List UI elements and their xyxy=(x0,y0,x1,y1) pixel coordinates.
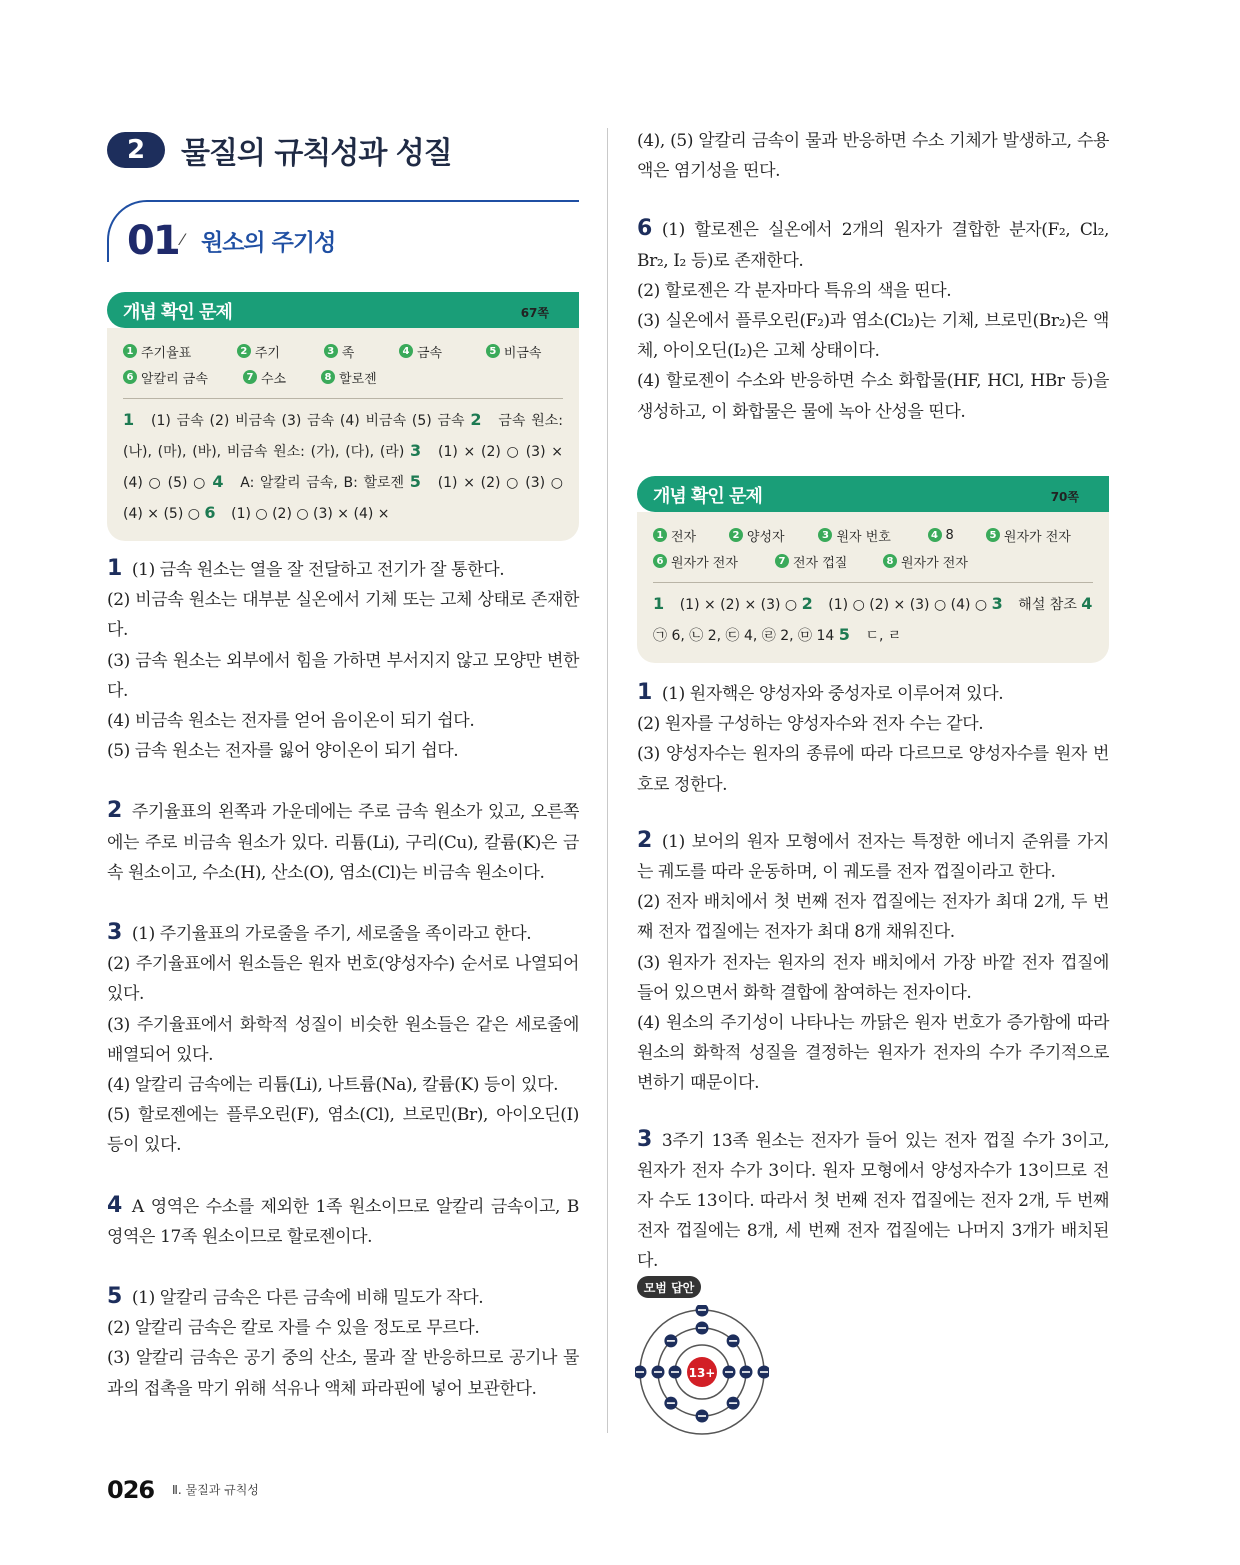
explanation-block xyxy=(107,1191,579,1252)
question-number: 5 xyxy=(107,1284,122,1310)
explanation-line xyxy=(637,214,1109,275)
explanation-line xyxy=(107,1100,579,1160)
explanation-line xyxy=(107,1343,579,1403)
answer-text: (1) ○ (2) ○ (3) × (4) × xyxy=(231,506,390,522)
keyword-item xyxy=(321,368,421,387)
question-number: 3 xyxy=(637,1126,652,1152)
explanation-block xyxy=(637,1125,1109,1277)
answer-text: (1) × (2) ○ (3) × (4) ○ (5) ○ xyxy=(123,444,563,491)
keyword-row-1 xyxy=(653,522,1093,548)
electron-minus-sign xyxy=(698,1309,706,1311)
keyword-text: 주기 xyxy=(254,345,280,361)
explanation-line xyxy=(107,736,579,766)
explanation-line xyxy=(107,646,579,706)
footer-unit-title: Ⅱ. 물질과 규칙성 xyxy=(172,1483,259,1497)
explanation-text: (2) 주기율표에서 원소들은 원자 번호(양성자수) 순서로 나열되어 있다. xyxy=(107,954,579,1005)
explanation-text: (3) 금속 원소는 외부에서 힘을 가하면 부서지지 않고 모양만 변한다. xyxy=(107,650,579,701)
explanation-line xyxy=(107,1010,579,1070)
explanation-text: 3주기 13족 원소는 전자가 들어 있는 전자 껍질 수가 3이고, 원자가 전자 수가 3이다. 원자 모형에서 양성자수가 13이므로 전자 수도 13이다. 따라서 첫 번째 전자 껍질에는 전자 2개, 두 번째 전자 껍질에는 8개, 세 번째 전자 껍질에는 나머지 3개가 배치된다. xyxy=(637,1130,1109,1272)
answer-text: 금속 원소: (나), (마), (바), 비금속 원소: (가), (다), (라) xyxy=(123,413,564,460)
electron-minus-sign xyxy=(654,1371,662,1373)
answer-number: 2 xyxy=(470,410,489,429)
keyword-item xyxy=(818,526,927,545)
explanation-text: (1) 알칼리 금속은 다른 금속에 비해 밀도가 작다. xyxy=(131,1288,484,1309)
keyword-item xyxy=(775,552,883,571)
answer-item xyxy=(204,503,390,522)
explanation-block xyxy=(107,554,579,766)
explanation-text: (1) 보어의 원자 모형에서 전자는 특정한 에너지 준위를 가지는 궤도를 따라 운동하며, 이 궤도를 전자 껍질이라고 한다. xyxy=(637,831,1109,883)
explanation-line xyxy=(637,366,1109,426)
explanation-line xyxy=(107,1313,579,1343)
right-column-explanations xyxy=(637,678,1109,1277)
section-header xyxy=(107,200,579,262)
answer-item xyxy=(801,594,992,613)
keyword-row-2 xyxy=(653,548,1093,574)
concept-box-header xyxy=(107,292,579,328)
explanation-text: (3) 원자가 전자는 원자의 전자 배치에서 가장 바깥 전자 껍질에 들어 있으면서 화학 결합에 참여하는 전자이다. xyxy=(637,952,1109,1003)
page-number: 026 xyxy=(107,1476,155,1504)
keyword-number-badge: 2 xyxy=(237,344,251,358)
right-column-continuation xyxy=(637,126,1109,427)
question-number: 2 xyxy=(637,827,652,853)
question-number: 2 xyxy=(107,798,122,824)
answer-number: 6 xyxy=(204,503,222,522)
keyword-item xyxy=(986,526,1093,545)
concept-box-title: 개념 확인 문제 xyxy=(123,302,232,323)
explanation-text: (2) 전자 배치에서 첫 번째 전자 껍질에는 전자가 최대 2개, 두 번째 전자 껍질에는 전자가 최대 8개 채워진다. xyxy=(637,892,1109,943)
question-number: 6 xyxy=(637,216,652,242)
explanation-line xyxy=(107,585,579,645)
keyword-item xyxy=(486,342,563,361)
concept-check-box-1 xyxy=(107,292,579,541)
keyword-text: 원자가 전자 xyxy=(671,555,738,571)
explanation-text: (3) 양성자수는 원자의 종류에 따라 다르므로 양성자수를 원자 번호로 정한다. xyxy=(637,744,1109,795)
electron-minus-sign xyxy=(725,1371,733,1373)
keyword-text: 양성자 xyxy=(746,529,785,545)
explanation-text: (2) 할로젠은 각 분자마다 특유의 색을 띤다. xyxy=(637,280,952,301)
keyword-number-badge: 7 xyxy=(243,370,257,384)
answer-number: 3 xyxy=(410,441,428,460)
answer-number: 2 xyxy=(801,594,819,613)
explanation-line xyxy=(637,887,1109,947)
answer-number: 5 xyxy=(838,625,856,644)
keyword-number-badge: 4 xyxy=(399,344,413,358)
explanation-text: (4) 알칼리 금속에는 리튬(Li), 나트륨(Na), 칼륨(K) 등이 있다. xyxy=(107,1075,559,1096)
explanation-line xyxy=(107,918,579,949)
keyword-item xyxy=(883,552,993,571)
explanation-block xyxy=(637,214,1109,426)
keyword-text: 금속 xyxy=(416,345,443,361)
answer-number: 4 xyxy=(212,472,231,491)
keyword-text: 원자가 전자 xyxy=(901,555,968,571)
answer-item xyxy=(991,594,1082,613)
explanation-line xyxy=(107,1070,579,1100)
electron-minus-sign xyxy=(698,1415,706,1417)
explanation-text: (2) 원자를 구성하는 양성자수와 전자 수는 같다. xyxy=(637,714,984,735)
keyword-row-2 xyxy=(123,364,563,390)
electron-minus-sign xyxy=(729,1340,737,1342)
answer-item xyxy=(212,472,410,491)
keyword-number-badge: 8 xyxy=(883,554,897,568)
explanation-line xyxy=(107,554,579,585)
keyword-text: 8 xyxy=(945,527,954,543)
answer-text: (1) × (2) ○ (3) ○ (4) × (5) ○ xyxy=(123,475,564,522)
keyword-number-badge: 6 xyxy=(653,554,667,568)
keyword-number-badge: 4 xyxy=(928,528,942,542)
concept-box-title: 개념 확인 문제 xyxy=(653,486,762,507)
keyword-item xyxy=(729,526,819,545)
keyword-number-badge: 5 xyxy=(986,528,1000,542)
keyword-row-1 xyxy=(123,338,563,364)
answer-list xyxy=(653,589,1093,651)
explanation-text: 주기율표의 왼쪽과 가운데에는 주로 금속 원소가 있고, 오른쪽에는 주로 비금속 원소가 있다. 리튬(Li), 구리(Cu), 칼륨(K)은 금속 원소이고, 수소(H), 산소(O), 염소(Cl)는 비금속 원소이다. xyxy=(107,802,579,883)
keyword-item xyxy=(324,342,399,361)
question-number: 1 xyxy=(637,680,652,705)
answer-number: 1 xyxy=(653,594,670,613)
keyword-text: 족 xyxy=(341,345,355,361)
keyword-item xyxy=(653,526,729,545)
column-divider xyxy=(607,128,608,1433)
explanation-text: (5) 할로젠에는 플루오린(F), 염소(Cl), 브로민(Br), 아이오딘(I) 등이 있다. xyxy=(107,1105,579,1156)
question-number: 1 xyxy=(107,556,122,581)
keyword-text: 전자 xyxy=(671,529,697,545)
keyword-text: 할로젠 xyxy=(339,371,377,387)
explanation-line xyxy=(637,739,1109,799)
electron-minus-sign xyxy=(729,1402,737,1404)
explanation-text: (2) 비금속 원소는 대부분 실온에서 기체 또는 고체 상태로 존재한다. xyxy=(107,590,579,641)
explanation-text: (3) 주기율표에서 화학적 성질이 비슷한 원소들은 같은 세로줄에 배열되어 있다. xyxy=(107,1014,579,1065)
answer-number: 5 xyxy=(409,472,428,491)
keyword-text: 수소 xyxy=(261,371,287,387)
explanation-line xyxy=(637,948,1109,1008)
explanation-line xyxy=(637,1125,1109,1277)
chapter-header xyxy=(107,128,452,172)
explanation-line xyxy=(637,678,1109,709)
section-slash: ⁄ xyxy=(181,230,184,249)
model-answer-label: 모범 답안 xyxy=(637,1276,701,1298)
explanation-block xyxy=(107,918,579,1161)
keyword-text: 알칼리 금속 xyxy=(141,371,208,387)
concept-box-page-ref: 67쪽 xyxy=(520,306,549,320)
explanation-text: (1) 금속 원소는 열을 잘 전달하고 전기가 잘 통한다. xyxy=(131,560,505,580)
chapter-title: 물질의 규칙성과 성질 xyxy=(181,136,452,171)
explanation-text: (5) 금속 원소는 전자를 잃어 양이온이 되기 쉽다. xyxy=(107,741,459,762)
concept-box-body xyxy=(637,512,1109,663)
keyword-item xyxy=(123,368,243,387)
electron-minus-sign xyxy=(760,1371,768,1373)
left-column-explanations xyxy=(107,554,579,1404)
electron-minus-sign xyxy=(636,1371,644,1373)
answer-list xyxy=(123,405,563,529)
keyword-text: 전자 껍질 xyxy=(793,555,848,571)
answer-number: 1 xyxy=(123,410,142,429)
explanation-line xyxy=(107,706,579,736)
answer-item xyxy=(838,625,902,644)
electron-minus-sign xyxy=(698,1327,706,1329)
keyword-item xyxy=(928,528,986,543)
answer-text: 해설 참조 xyxy=(1018,597,1082,613)
explanation-block xyxy=(637,826,1109,1099)
explanation-line xyxy=(107,1282,579,1313)
explanation-text: (4) 비금속 원소는 전자를 얻어 음이온이 되기 쉽다. xyxy=(107,711,475,732)
concept-box-page-ref: 70쪽 xyxy=(1050,490,1079,504)
keyword-text: 원자가 전자 xyxy=(1003,529,1071,545)
question-number: 3 xyxy=(107,920,122,946)
section-rule xyxy=(147,200,579,202)
answer-text: ㉠ 6, ㉡ 2, ㉢ 4, ㉣ 2, ㉤ 14 xyxy=(653,628,839,644)
keyword-item xyxy=(123,342,237,361)
electron-minus-sign xyxy=(671,1371,679,1373)
explanation-line xyxy=(107,1191,579,1252)
atom-model-diagram xyxy=(635,1305,769,1439)
concept-box-divider xyxy=(653,582,1093,583)
answer-text: (1) ○ (2) × (3) ○ (4) ○ xyxy=(828,597,992,613)
section-number: 01 xyxy=(127,218,179,264)
explanation-line xyxy=(637,1008,1109,1099)
answer-text: (1) 금속 (2) 비금속 (3) 금속 (4) 비금속 (5) 금속 xyxy=(151,413,471,429)
keyword-number-badge: 1 xyxy=(123,344,137,358)
electron-minus-sign xyxy=(667,1340,675,1342)
explanation-line xyxy=(637,306,1109,366)
concept-box-divider xyxy=(123,398,563,399)
explanation-text: (2) 알칼리 금속은 칼로 자를 수 있을 정도로 무르다. xyxy=(107,1318,480,1339)
explanation-text: (3) 실온에서 플루오린(F₂)과 염소(Cl₂)는 기체, 브로민(Br₂)은 액체, 아이오딘(I₂)은 고체 상태이다. xyxy=(637,311,1109,362)
explanation-line xyxy=(637,276,1109,306)
explanation-line xyxy=(107,949,579,1009)
answer-text: (1) × (2) × (3) ○ xyxy=(679,597,802,613)
keyword-text: 비금속 xyxy=(503,345,542,361)
keyword-number-badge: 3 xyxy=(818,528,832,542)
keyword-number-badge: 7 xyxy=(775,554,789,568)
explanation-line xyxy=(107,796,579,888)
answer-number: 3 xyxy=(991,594,1009,613)
electron-minus-sign xyxy=(667,1402,675,1404)
keyword-item xyxy=(399,342,486,361)
explanation-text: (1) 원자핵은 양성자와 중성자로 이루어져 있다. xyxy=(661,684,1004,704)
explanation-text: A 영역은 수소를 제외한 1족 원소이므로 알칼리 금속이고, B 영역은 17족 원소이므로 할로젠이다. xyxy=(107,1196,579,1247)
explanation-text: (4) 할로젠이 수소와 반응하면 수소 화합물(HF, HCl, HBr 등)을 생성하고, 이 화합물은 물에 녹아 산성을 띤다. xyxy=(637,371,1109,422)
explanation-text: (4) 원소의 주기성이 나타나는 까닭은 원자 번호가 증가함에 따라 원소의 화학적 성질을 결정하는 원자가 전자의 수가 주기적으로 변하기 때문이다. xyxy=(637,1013,1109,1094)
nucleus-charge: 13+ xyxy=(688,1366,716,1380)
keyword-item xyxy=(237,342,324,361)
electron-minus-sign xyxy=(742,1371,750,1373)
keyword-item xyxy=(243,368,321,387)
keyword-number-badge: 3 xyxy=(324,344,338,358)
keyword-number-badge: 2 xyxy=(729,528,743,542)
answer-text: A: 알칼리 금속, B: 할로젠 xyxy=(240,475,410,491)
keyword-text: 원자 번호 xyxy=(836,529,891,545)
concept-box-body xyxy=(107,328,579,541)
explanation-block xyxy=(107,1282,579,1404)
keyword-item xyxy=(653,552,775,571)
explanation-block xyxy=(637,678,1109,800)
keyword-number-badge: 5 xyxy=(486,344,500,358)
keyword-number-badge: 1 xyxy=(653,528,667,542)
explanation-line xyxy=(637,709,1109,739)
chapter-number-badge: 2 xyxy=(107,132,165,168)
answer-item xyxy=(653,594,802,613)
keyword-number-badge: 6 xyxy=(123,370,137,384)
concept-box-header xyxy=(637,476,1109,512)
explanation-text: (1) 주기율표의 가로줄을 주기, 세로줄을 족이라고 한다. xyxy=(131,924,532,945)
question-number: 4 xyxy=(107,1192,122,1218)
continuation-paragraph: (4), (5) 알칼리 금속이 물과 반응하면 수소 기체가 발생하고, 수용액은 염기성을 띤다. xyxy=(637,131,1109,182)
section-title: 원소의 주기성 xyxy=(201,230,336,256)
keyword-text: 주기율표 xyxy=(141,345,192,361)
question-6-explanation xyxy=(637,214,1109,426)
keyword-number-badge: 8 xyxy=(321,370,335,384)
explanation-text: (1) 할로젠은 실온에서 2개의 원자가 결합한 분자(F₂, Cl₂, Br₂, I₂ 등)로 존재한다. xyxy=(637,220,1109,271)
answer-item xyxy=(123,410,471,429)
explanation-text: (3) 알칼리 금속은 공기 중의 산소, 물과 잘 반응하므로 공기나 물과의 접촉을 막기 위해 석유나 액체 파라핀에 넣어 보관한다. xyxy=(107,1348,579,1399)
explanation-line xyxy=(637,826,1109,887)
explanation-block xyxy=(107,796,579,888)
concept-check-box-2 xyxy=(637,476,1109,663)
answer-number: 4 xyxy=(1081,594,1093,613)
answer-text: ㄷ, ㄹ xyxy=(865,628,902,644)
